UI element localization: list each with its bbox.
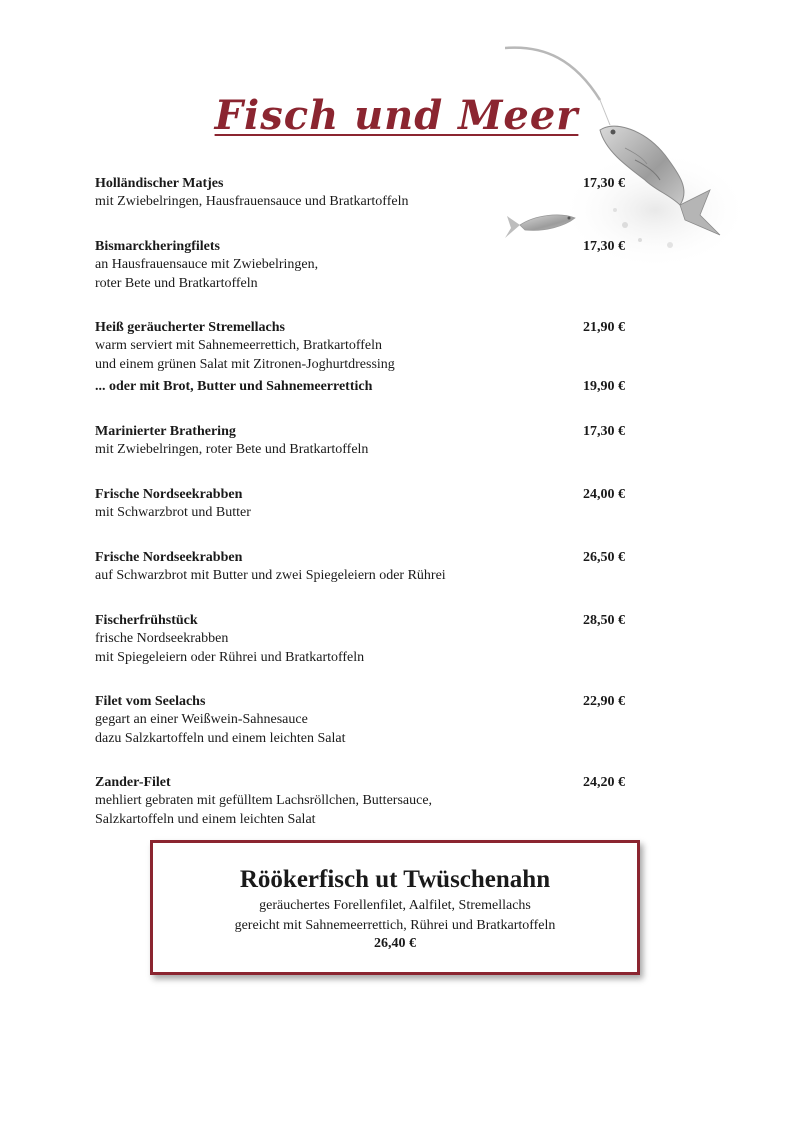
page-title: [0, 92, 793, 139]
menu-item-row: [95, 237, 625, 256]
menu-item-row: [95, 485, 625, 504]
menu-item-price: 28,50 €: [583, 613, 625, 628]
menu-item-description: mit Schwarzbrot und Butter: [95, 505, 251, 520]
menu-item-price: 22,90 €: [583, 694, 625, 709]
menu-item-description: mit Zwiebelringen, roter Bete und Bratkartoffeln: [95, 442, 369, 457]
menu-item-name: Frische Nordseekrabben: [95, 550, 243, 565]
featured-dish-box: [150, 840, 640, 975]
menu-item-row: [95, 773, 625, 792]
menu-item-name: Fischerfrühstück: [95, 613, 198, 628]
menu-item-description: und einem grünen Salat mit Zitronen-Joghurtdressing: [95, 356, 395, 372]
menu-item-row: [95, 611, 625, 630]
menu-item-price: 17,30 €: [583, 176, 625, 191]
menu-item-description: mit Spiegeleiern oder Rührei und Bratkartoffeln: [95, 649, 365, 665]
menu-item-row: [95, 692, 625, 711]
menu-item-price: 26,50 €: [583, 550, 625, 565]
menu-item: [95, 174, 625, 212]
menu-item-price: 19,90 €: [583, 379, 625, 394]
menu-item-description: Salzkartoffeln und einem leichten Salat: [95, 811, 316, 827]
menu-item-price: 24,20 €: [583, 775, 625, 790]
menu-item: [95, 485, 625, 523]
menu-item-name: Zander-Filet: [95, 775, 171, 790]
menu-item-description: frische Nordseekrabben: [95, 631, 229, 646]
featured-dish-description: gereicht mit Sahnemeerrettich, Rührei und Bratkartoffeln: [234, 918, 556, 933]
menu-item-name: ... oder mit Brot, Butter und Sahnemeerrettich: [95, 379, 373, 394]
menu-item-name: Holländischer Matjes: [95, 176, 224, 191]
menu-item: [95, 318, 625, 374]
menu-item: [95, 237, 625, 293]
menu-item: [95, 422, 625, 460]
menu-item-row: [95, 174, 625, 193]
menu-item-row: [95, 377, 625, 396]
menu-item-description: an Hausfrauensauce mit Zwiebelringen,: [95, 257, 319, 272]
menu-item-name: Marinierter Brathering: [95, 424, 236, 439]
menu-item-price: 17,30 €: [583, 424, 625, 439]
page-title-text: Fisch und Meer: [214, 92, 579, 139]
menu-item-description: dazu Salzkartoffeln und einem leichten Salat: [95, 730, 346, 746]
menu-item-description: gegart an einer Weißwein-Sahnesauce: [95, 712, 308, 727]
menu-item: [95, 611, 625, 667]
menu-item-name: Heiß geräucherter Stremellachs: [95, 320, 285, 335]
menu-item-row: [95, 318, 625, 337]
featured-dish-description: geräuchertes Forellenfilet, Aalfilet, Stremellachs: [259, 898, 531, 913]
menu-item-description: warm serviert mit Sahnemeerrettich, Bratkartoffeln: [95, 338, 383, 353]
menu-item-variant: [95, 377, 625, 396]
menu-item-price: 21,90 €: [583, 320, 625, 335]
menu-item-price: 24,00 €: [583, 487, 625, 502]
menu-item-name: Filet vom Seelachs: [95, 694, 206, 709]
menu-item-row: [95, 548, 625, 567]
menu-item-row: [95, 422, 625, 441]
featured-dish-price: 26,40 €: [374, 936, 416, 951]
menu-item: [95, 773, 625, 829]
menu-item-description: auf Schwarzbrot mit Butter und zwei Spiegeleiern oder Rührei: [95, 568, 446, 583]
menu-item-description: roter Bete und Bratkartoffeln: [95, 275, 258, 291]
menu-item-name: Bismarckheringfilets: [95, 239, 220, 254]
menu-item: [95, 548, 625, 586]
fishing-fish-illustration: [505, 40, 745, 270]
menu-item-description: mit Zwiebelringen, Hausfrauensauce und Bratkartoffeln: [95, 194, 409, 209]
menu-item-description: mehliert gebraten mit gefülltem Lachsröllchen, Buttersauce,: [95, 793, 433, 808]
menu-item-name: Frische Nordseekrabben: [95, 487, 243, 502]
featured-dish-title: Röökerfisch ut Twüschenahn: [239, 866, 551, 893]
menu-item: [95, 692, 625, 748]
menu-item-price: 17,30 €: [583, 239, 625, 254]
